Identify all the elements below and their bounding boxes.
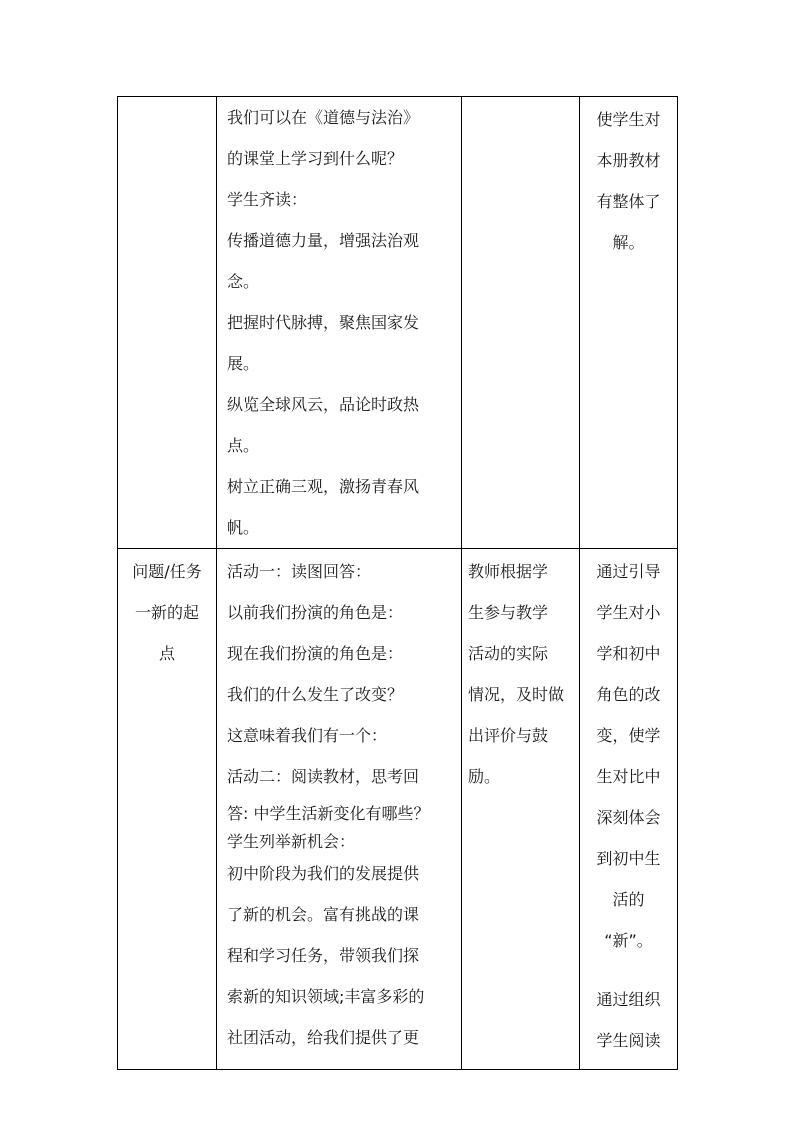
cell-teacher xyxy=(462,97,580,549)
text-line: 活动一：读图回答： xyxy=(227,562,372,581)
cell-stage xyxy=(118,97,217,549)
text-line: 学生列举新机会： xyxy=(227,832,356,851)
cell-stage xyxy=(118,549,217,1070)
text-line: 帆。 xyxy=(227,518,260,537)
text-line: 出评价与鼓 xyxy=(468,726,549,745)
text-line: 点。 xyxy=(227,436,260,455)
cell-intent xyxy=(580,549,678,1070)
text-line: 现在我们扮演的角色是： xyxy=(227,644,404,663)
text-line: 角色的改 xyxy=(596,685,661,704)
text-line: 传播道德力量，增强法治观 xyxy=(227,231,420,250)
text-line: “新”。 xyxy=(604,931,653,950)
text-line: 问题/任务 xyxy=(132,562,202,581)
text-line: 我们的什么发生了改变？ xyxy=(227,685,404,704)
text-line: 社团活动，给我们提供了更 xyxy=(227,1028,420,1047)
text-line: 使学生对 xyxy=(596,110,661,129)
text-line: 生对比中 xyxy=(596,767,661,786)
text-line: 学生对小 xyxy=(596,603,661,622)
cell-activity xyxy=(217,97,462,549)
cell-intent xyxy=(580,97,678,549)
text-line: 程和学习任务，带领我们探 xyxy=(227,946,420,965)
text-line: 展。 xyxy=(227,354,260,373)
table-row xyxy=(118,549,678,1070)
text-line: 到初中生 xyxy=(596,849,661,868)
text-line: 变，使学 xyxy=(596,726,661,745)
text-line: 通过引导 xyxy=(596,562,661,581)
cell-activity xyxy=(217,549,462,1070)
text-line: 这意味着我们有一个： xyxy=(227,726,388,745)
text-line: 有整体了 xyxy=(596,192,661,211)
text-line: 的课堂上学习到什么呢？ xyxy=(227,149,404,168)
text-line: 树立正确三观，激扬青春风 xyxy=(227,477,420,496)
text-line: 学生阅读 xyxy=(596,1031,661,1050)
text-line: 学生齐读： xyxy=(227,190,308,209)
text-line: 把握时代脉搏，聚焦国家发 xyxy=(227,313,420,332)
text-line: 本册教材 xyxy=(596,151,661,170)
text-line: 点 xyxy=(158,644,175,663)
text-line: 索新的知识领域;丰富多彩的 xyxy=(227,987,425,1006)
text-line: 念。 xyxy=(227,272,260,291)
text-line: 活动的实际 xyxy=(468,644,549,663)
text-line: 励。 xyxy=(468,767,501,786)
text-line: 活动二：阅读教材，思考回 xyxy=(227,767,420,786)
text-line: 答: 中学生活新变化有哪些？ xyxy=(227,804,430,823)
text-line: 通过组织 xyxy=(596,990,661,1009)
text-line: 了新的机会。富有挑战的课 xyxy=(227,905,420,924)
text-line: 一新的起 xyxy=(134,603,199,622)
text-line: 深刻体会 xyxy=(596,808,661,827)
table-row xyxy=(118,97,678,549)
text-line: 活的 xyxy=(612,890,645,909)
cell-teacher xyxy=(462,549,580,1070)
lesson-plan-table xyxy=(117,96,678,1070)
text-line: 教师根据学 xyxy=(468,562,549,581)
text-line: 生参与教学 xyxy=(468,603,549,622)
text-line: 初中阶段为我们的发展提供 xyxy=(227,864,420,883)
text-line: 纵览全球风云，品论时政热 xyxy=(227,395,420,414)
text-line: 学和初中 xyxy=(596,644,661,663)
text-line: 解。 xyxy=(612,233,645,252)
text-line: 以前我们扮演的角色是： xyxy=(227,603,404,622)
text-line: 我们可以在《道德与法治》 xyxy=(227,108,420,127)
spacer xyxy=(586,961,671,979)
text-line: 情况，及时做 xyxy=(468,685,565,704)
